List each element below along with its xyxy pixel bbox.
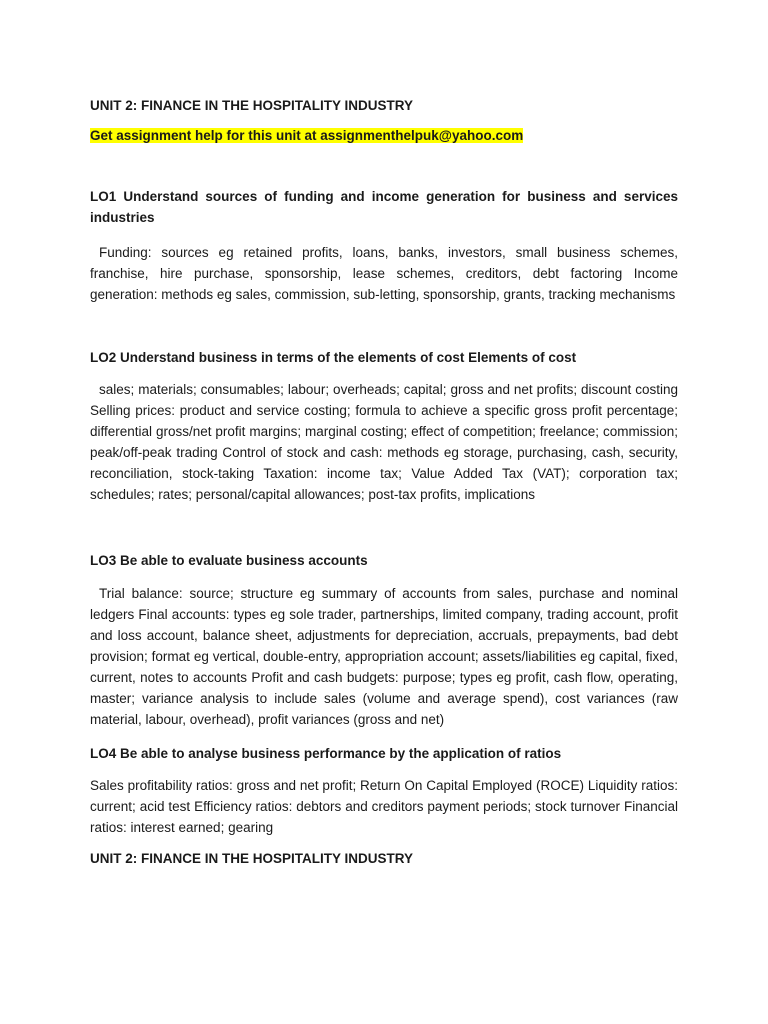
document-page <box>90 96 678 869</box>
promo-line-container <box>90 126 678 146</box>
promo-line: Get assignment help for this unit at assignmenthelpuk@yahoo.com <box>90 128 524 143</box>
footer-heading: UNIT 2: FINANCE IN THE HOSPITALITY INDUSTRY <box>90 851 414 866</box>
lo3-title: LO3 Be able to evaluate business accounts <box>90 553 368 568</box>
lo1-text: Funding: sources eg retained profits, loans, banks, investors, small business schemes, franchise, hire purchase, sponsorship, lease schemes, creditors, debt factoring Income generation: methods eg sales, commission, sub-letting, sponsorship, grants, tracking mechanisms <box>90 245 678 302</box>
lo1-title: LO1 Understand sources of funding and income generation for business and services industries <box>90 189 678 225</box>
lo4-title: LO4 Be able to analyse business performance by the application of ratios <box>90 746 562 761</box>
lo4-text: Sales profitability ratios: gross and net profit; Return On Capital Employed (ROCE) Liquidity ratios: current; acid test Efficiency ratios: debtors and creditors payment periods; stock turnover Financial ratios: interest earned; gearing <box>90 778 678 835</box>
unit-heading: UNIT 2: FINANCE IN THE HOSPITALITY INDUSTRY <box>90 98 414 113</box>
lo3-text: Trial balance: source; structure eg summary of accounts from sales, purchase and nominal ledgers Final accounts: types eg sole trader, partnerships, limited company, trading account, profit and loss account, balance sheet, adjustments for depreciation, accruals, prepayments, bad debt provision; format eg vertical, double-entry, appropriation account; assets/liabilities eg capital, fixed, current, notes to accounts Profit and cash budgets: purpose; types eg profit, cash flow, operating, master; variance analysis to include sales (volume and average spend), cost variances (raw material, labour, overhead), profit variances (gross and net) <box>90 586 678 727</box>
lo2-title: LO2 Understand business in terms of the elements of cost Elements of cost <box>90 350 577 365</box>
lo2-text: sales; materials; consumables; labour; overheads; capital; gross and net profits; discount costing Selling prices: product and service costing; formula to achieve a specific gross profit percentage; differential gross/net profit margins; marginal costing; effect of competition; freelance; commission; peak/off-peak trading Control of stock and cash: methods eg storage, purchasing, cash, security, reconciliation, stock-taking Taxation: income tax; Value Added Tax (VAT); corporation tax; schedules; rates; personal/capital allowances; post-tax profits, implications <box>90 382 678 502</box>
